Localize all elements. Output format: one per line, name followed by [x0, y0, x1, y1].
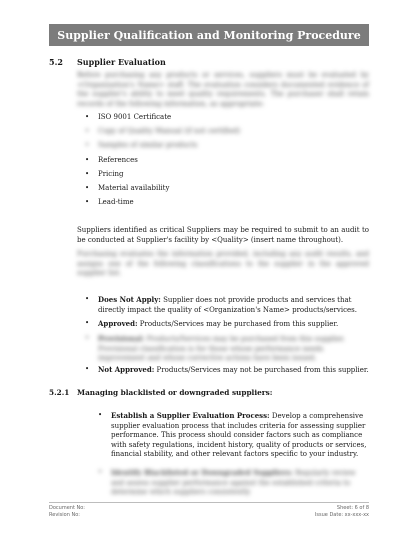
checklist-item: • Samples of similar products	[85, 141, 198, 149]
evaluation-paragraph: Purchasing evaluates the information provided, including any audit results, and assigns one of the following classifications to the supplier in the approved supplier list.	[77, 250, 369, 277]
critical-suppliers-paragraph: Suppliers identified as critical Suppliers may be required to submit to an audit to be conducted at Supplier's facility by <Quality> (insert name throughout).	[77, 226, 369, 244]
subsection-number: 5.2.1	[49, 388, 70, 397]
checklist-item: • Material availability	[85, 184, 170, 192]
intro-paragraph: Before purchasing any products or services, suppliers must be evaluated by <Organization's Name> staff. The evaluation considers documented evidence of the supplier's ability to meet quality requirements. The purchaser shall retain records of the following information, as appropriate:	[77, 71, 369, 108]
section-heading	[49, 57, 166, 67]
subsection-item: • Establish a Supplier Evaluation Process: Develop a comprehensive supplier evaluation process that includes criteria for assessing supplier performance. This process should consider factors such as compliance with safety regulations, incident history, quality of products or services, financial stability, and other relevant factors specific to your industry.	[98, 411, 367, 458]
checklist-item: • References	[85, 156, 138, 164]
subsection-item: • Identify Blacklisted or Downgraded Suppliers: Regularly review and assess supplier performance against the established criteria to determine which suppliers consistently	[98, 468, 356, 496]
footer-issue-date: Issue Date: xx-xxx-xx	[314, 512, 369, 518]
classification-item: • Does Not Apply: Supplier does not provide products and services that directly impact the quality of <Organization's Name> products/services.	[85, 295, 357, 314]
section-number: 5.2	[49, 57, 63, 67]
footer-document-no: Document No:	[49, 505, 85, 511]
subsection-title: Managing blacklisted or downgraded suppliers:	[77, 388, 273, 397]
checklist-item: • Lead-time	[85, 198, 134, 206]
footer-divider	[49, 502, 369, 503]
subsection-heading	[49, 388, 272, 397]
checklist-item: • Pricing	[85, 170, 124, 178]
section-title: Supplier Evaluation	[77, 57, 166, 67]
classification-item: • Approved: Products/Services may be purchased from this supplier.	[85, 319, 339, 328]
document-title: Supplier Qualification and Monitoring Procedure	[57, 28, 361, 42]
footer-revision-no: Revision No:	[49, 512, 80, 518]
checklist-item: • Copy of Quality Manual (if not certified)	[85, 127, 241, 135]
classification-item: • Provisional: Products/Services may be purchased from this supplier. Provisional classification is for those whose performance needs improvement and whose corrective actions have been issued.	[85, 334, 346, 362]
checklist-item: • ISO 9001 Certificate	[85, 113, 172, 121]
document-title-banner	[49, 24, 369, 46]
footer-sheet: Sheet: 6 of 8	[336, 505, 369, 511]
classification-item: • Not Approved: Products/Services may not be purchased from this supplier.	[85, 365, 369, 374]
